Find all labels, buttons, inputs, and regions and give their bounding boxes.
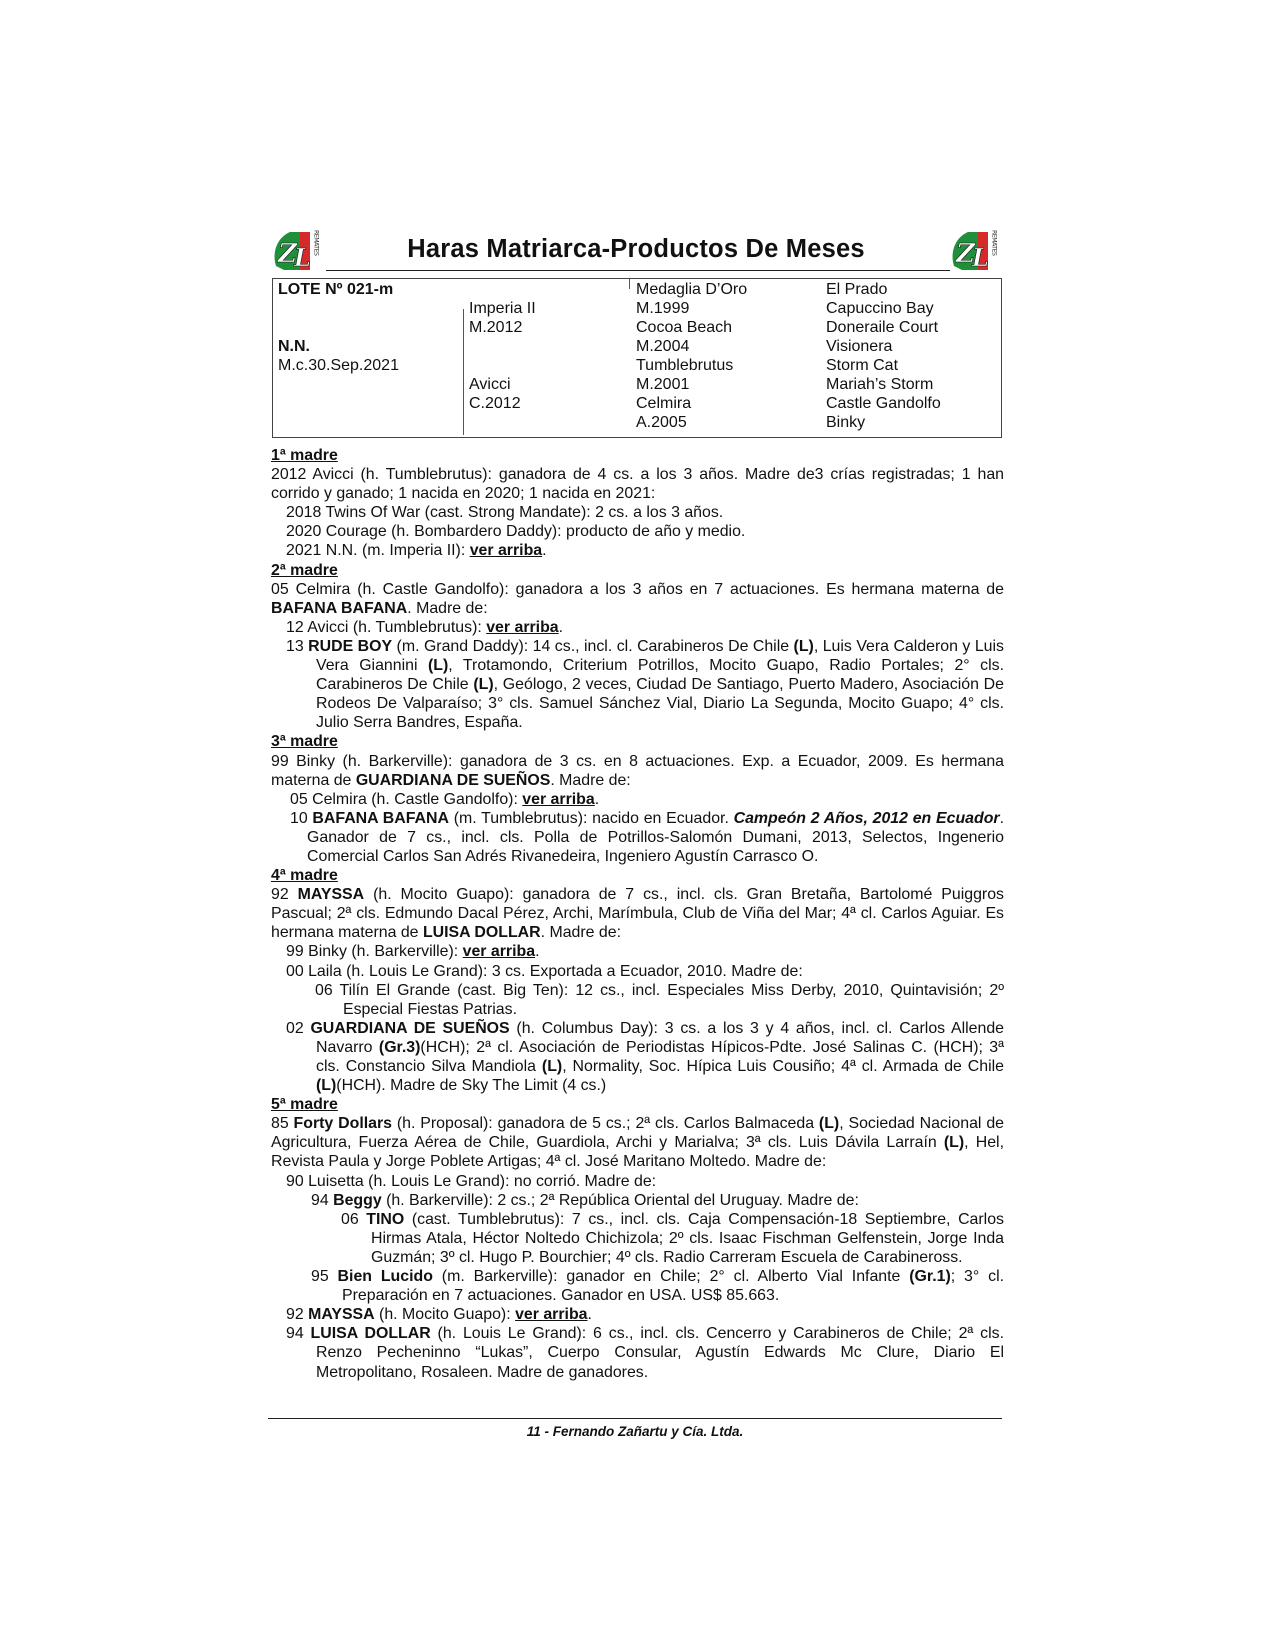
- pedigree-g3: El Prado: [826, 281, 888, 298]
- paragraph: 05 Celmira (h. Castle Gandolfo): ganadora a los 3 años en 7 actuaciones. Es hermana materna de BAFANA BAFANA. Madre de:: [271, 580, 1004, 617]
- pedigree-g3: Castle Gandolfo: [826, 395, 941, 412]
- dam-name: Avicci: [469, 376, 511, 393]
- list-item: 06 Tilín El Grande (cast. Big Ten): 12 cs., incl. Especiales Miss Derby, 2010, Quintavisión; 2º Especial Fiestas Patrias.: [315, 981, 1004, 1018]
- page-footer: 11 - Fernando Zañartu y Cía. Ltda.: [526, 1424, 744, 1439]
- dam-info: C.2012: [469, 395, 521, 412]
- list-item: 02 GUARDIANA DE SUEÑOS (h. Columbus Day): 3 cs. a los 3 y 4 años, incl. cl. Carlos Allende Navarro (Gr.3)(HCH); 2ª cl. Asociación de Periodistas Hípicos-Pdte. José Salinas C. (HCH); 3ª cls. Constancio Silva Mandiola (L), Normality, Soc. Hípica Luis Cousiño; 4ª cl. Armada de Chile (L)(HCH). Madre de Sky The Limit (4 cs.): [286, 1019, 1005, 1095]
- zl-remates-logo-left: [270, 226, 326, 274]
- pedigree-g2: M.2001: [636, 376, 690, 393]
- paragraph: 92 MAYSSA (h. Mocito Guapo): ganadora de 7 cs., incl. cls. Gran Bretaña, Bartolomé Puiggros Pascual; 2ª cls. Edmundo Dacal Pérez, Archi, Marímbula, Club de Viña del Mar; 4ª cl. Carlos Aguiar. Es hermana materna de LUISA DOLLAR. Madre de:: [271, 886, 1004, 942]
- paragraph: 85 Forty Dollars (h. Proposal): ganadora de 5 cs.; 2ª cls. Carlos Balmaceda (L), Sociedad Nacional de Agricultura, Fuerza Aérea de Chile, Guardiola, Archi y Marialva; 3ª cls. Luis Dávila Larraín (L), Hel, Revista Paula y Jorge Poblete Artigas; 4ª cl. José Maritano Moltedo. Madre de:: [271, 1115, 1004, 1171]
- footer-rule: [268, 1418, 1002, 1419]
- list-item: 90 Luisetta (h. Louis Le Grand): no corrió. Madre de:: [286, 1172, 657, 1190]
- pedigree-g2: Celmira: [636, 395, 692, 412]
- ver-arriba-link[interactable]: ver arriba: [522, 790, 595, 808]
- list-item: 10 BAFANA BAFANA (m. Tumblebrutus): nacido en Ecuador. Campeón 2 Años, 2012 en Ecuador. Ganador de 7 cs., incl. cls. Polla de Potrillos-Salomón Dumani, 2013, Selectos, Ingenerio Comercial Carlos San Adrés Rivanedeira, Ingeniero Agustín Carrasco O.: [290, 809, 1005, 865]
- list-item: 13 RUDE BOY (m. Grand Daddy): 14 cs., incl. cl. Carabineros De Chile (L), Luis Vera Calderon y Luis Vera Giannini (L), Trotamondo, Criterium Potrillos, Mocito Guapo, Radio Portales; 2° cls. Carabineros De Chile (L), Geólogo, 2 veces, Ciudad De Santiago, Puerto Madero, Asociación De Rodeos De Valparaíso; 3° cls. Samuel Sánchez Vial, Diario La Segunda, Mocito Guapo; 4° cls. Julio Serra Bandres, España.: [286, 637, 1004, 732]
- section-heading-4a-madre: 4ª madre: [271, 867, 338, 885]
- section-heading-2a-madre: 2ª madre: [271, 561, 338, 579]
- list-item: 2021 N.N. (m. Imperia II): ver arriba.: [286, 542, 547, 560]
- ver-arriba-link[interactable]: ver arriba: [462, 943, 536, 961]
- pedigree-g2: Cocoa Beach: [636, 319, 733, 336]
- zl-logo-icon: [270, 226, 326, 274]
- pedigree-g3: Doneraile Court: [826, 319, 939, 336]
- pedigree-box: [272, 278, 1002, 438]
- page-title: Haras Matriarca-Productos De Meses: [407, 235, 865, 263]
- list-item: 00 Laila (h. Louis Le Grand): 3 cs. Exportada a Ecuador, 2010. Madre de:: [286, 962, 803, 980]
- pedigree-g2: Medaglia D’Oro: [636, 281, 748, 298]
- pedigree-g3: Visionera: [826, 338, 893, 355]
- pedigree-g2: M.2004: [636, 338, 690, 355]
- ver-arriba-link[interactable]: ver arriba: [469, 542, 543, 560]
- list-item: 12 Avicci (h. Tumblebrutus): ver arriba.: [286, 618, 564, 636]
- section-heading-5a-madre: 5ª madre: [271, 1096, 338, 1114]
- list-item: 2020 Courage (h. Bombardero Daddy): producto de año y medio.: [286, 523, 746, 541]
- list-item: 92 MAYSSA (h. Mocito Guapo): ver arriba.: [286, 1306, 592, 1324]
- zl-logo-icon: [948, 226, 1004, 274]
- svg-text:Z: Z: [956, 239, 975, 269]
- horse-name: N.N.: [278, 338, 310, 355]
- pedigree-g2: Tumblebrutus: [636, 357, 734, 374]
- family-body: [271, 446, 1004, 1382]
- svg-text:L: L: [972, 243, 989, 272]
- pedigree-g2: A.2005: [636, 414, 687, 431]
- svg-text:L: L: [294, 243, 311, 272]
- paragraph: 2012 Avicci (h. Tumblebrutus): ganadora de 4 cs. a los 3 años. Madre de3 crías registradas; 1 han corrido y ganado; 1 nacida en 2020; 1 nacida en 2021:: [271, 466, 1004, 503]
- svg-text:REMATES: REMATES: [312, 230, 320, 256]
- title-underline: [326, 270, 950, 271]
- pedigree-divider: [463, 309, 464, 435]
- pedigree-g2: M.1999: [636, 300, 690, 317]
- horse-birth: M.c.30.Sep.2021: [278, 357, 399, 374]
- paragraph: 99 Binky (h. Barkerville): ganadora de 3 cs. en 8 actuaciones. Exp. a Ecuador, 2009. Es hermana materna de GUARDIANA DE SUEÑOS. Madre de:: [271, 752, 1004, 789]
- list-item: 94 LUISA DOLLAR (h. Louis Le Grand): 6 cs., incl. cls. Cencerro y Carabineros de Chile; 2ª cls. Renzo Pecheninno “Lukas”, Cuerpo Consular, Agustín Edwards Mc Clure, Diario El Metropolitano, Rosaleen. Madre de ganadores.: [286, 1325, 1004, 1381]
- zl-remates-logo-right: [948, 226, 1004, 274]
- list-item: 06 TINO (cast. Tumblebrutus): 7 cs., incl. cls. Caja Compensación-18 Septiembre, Carlos Hirmas Atala, Héctor Noltedo Chichizola; 2º cls. Isaac Fischman Gelfenstein, Jorge Inda Guzmán; 3º cl. Hugo P. Bourchier; 4º cls. Radio Carreram Escuela de Carabineross.: [341, 1210, 1004, 1266]
- pedigree-g3: Binky: [826, 414, 866, 431]
- list-item: 94 Beggy (h. Barkerville): 2 cs.; 2ª República Oriental del Uruguay. Madre de:: [311, 1191, 859, 1209]
- pedigree-g3: Capuccino Bay: [826, 300, 934, 317]
- pedigree-g3: Mariah’s Storm: [826, 376, 934, 393]
- section-heading-3a-madre: 3ª madre: [271, 733, 338, 751]
- ver-arriba-link[interactable]: ver arriba: [515, 1306, 588, 1324]
- sire-name: Imperia II: [469, 300, 536, 317]
- ver-arriba-link[interactable]: ver arriba: [486, 618, 559, 636]
- sire-info: M.2012: [469, 319, 523, 336]
- svg-text:Z: Z: [278, 239, 297, 269]
- list-item: 05 Celmira (h. Castle Gandolfo): ver arriba.: [290, 790, 600, 808]
- list-item: 99 Binky (h. Barkerville): ver arriba.: [286, 943, 540, 961]
- pedigree-divider: [629, 279, 630, 289]
- svg-text:REMATES: REMATES: [990, 230, 998, 256]
- list-item: 95 Bien Lucido (m. Barkerville): ganador en Chile; 2° cl. Alberto Vial Infante (Gr.1); 3° cl. Preparación en 7 actuaciones. Ganador en USA. US$ 85.663.: [311, 1268, 1005, 1305]
- section-heading-1a-madre: 1ª madre: [271, 447, 338, 464]
- list-item: 2018 Twins Of War (cast. Strong Mandate): 2 cs. a los 3 años.: [286, 504, 724, 522]
- lot-number: LOTE Nº 021-m: [278, 281, 394, 298]
- pedigree-g3: Storm Cat: [826, 357, 899, 374]
